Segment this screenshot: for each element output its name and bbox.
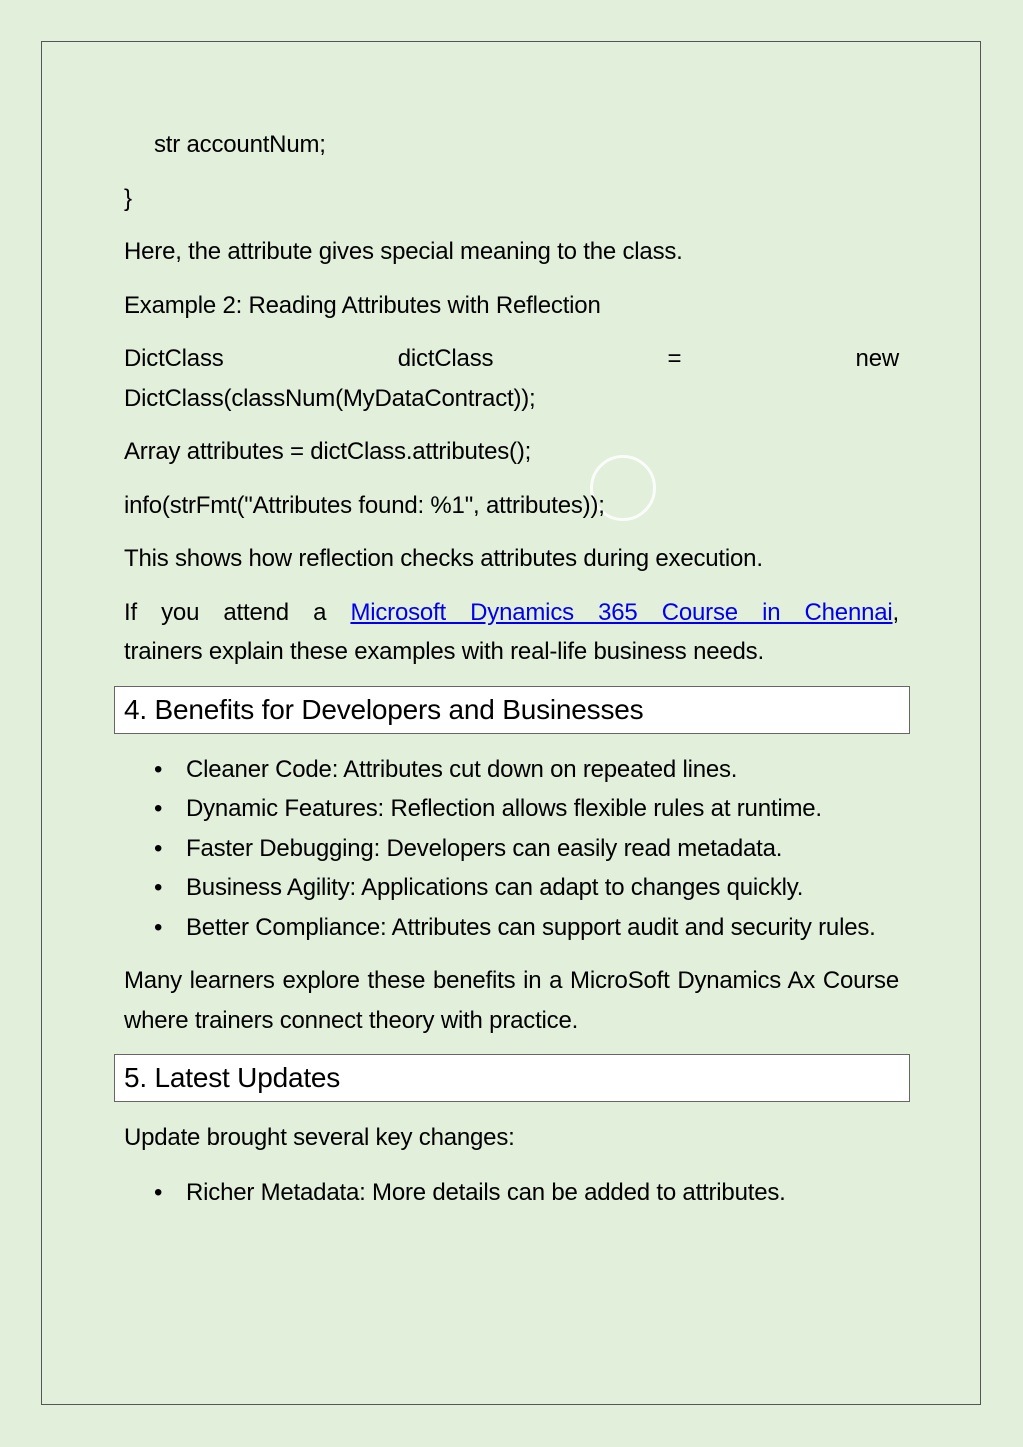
paragraph: Here, the attribute gives special meaning to the class. xyxy=(124,238,683,265)
paragraph-line xyxy=(124,593,899,633)
paragraph: Many learners explore these benefits in a MicroSoft Dynamics Ax Course where trainers connect theory with practice. xyxy=(124,967,899,1034)
paragraph: Update brought several key changes: xyxy=(124,1124,515,1151)
benefits-list xyxy=(124,750,899,948)
list-item: • Dynamic Features: Reflection allows flexible rules at runtime. xyxy=(186,789,899,829)
list-item: • Faster Debugging: Developers can easily read metadata. xyxy=(186,829,899,869)
list-item: • Better Compliance: Attributes can support audit and security rules. xyxy=(186,908,899,948)
code-token: DictClass xyxy=(124,345,224,372)
code-line: info(strFmt("Attributes found: %1", attributes)); xyxy=(124,491,605,519)
text: If you attend a xyxy=(124,598,351,626)
list-item: • Cleaner Code: Attributes cut down on repeated lines. xyxy=(186,750,899,790)
code-token: = xyxy=(667,345,682,372)
code-line: } xyxy=(124,184,132,212)
section-heading: 4. Benefits for Developers and Businesses xyxy=(114,686,910,734)
course-link[interactable]: Microsoft Dynamics 365 Course in Chennai xyxy=(350,598,893,626)
paragraph: This shows how reflection checks attributes during execution. xyxy=(124,545,763,572)
section-heading: 5. Latest Updates xyxy=(114,1054,910,1102)
code-line xyxy=(124,339,899,379)
code-token: dictClass xyxy=(397,345,494,372)
paragraph: Example 2: Reading Attributes with Reflection xyxy=(124,291,601,319)
list-item: • Richer Metadata: More details can be added to attributes. xyxy=(186,1173,899,1213)
document-body xyxy=(124,125,899,1226)
updates-list xyxy=(124,1173,899,1213)
code-block xyxy=(124,339,899,418)
code-line: Array attributes = dictClass.attributes(); xyxy=(124,438,532,465)
code-line: DictClass(classNum(MyDataContract)); xyxy=(124,384,536,412)
paragraph xyxy=(124,593,899,672)
code-line: str accountNum; xyxy=(154,131,326,158)
paragraph-line: trainers explain these examples with real-life business needs. xyxy=(124,638,764,665)
text: , xyxy=(892,598,899,626)
code-token: new xyxy=(855,345,899,372)
list-item: • Business Agility: Applications can adapt to changes quickly. xyxy=(186,868,899,908)
